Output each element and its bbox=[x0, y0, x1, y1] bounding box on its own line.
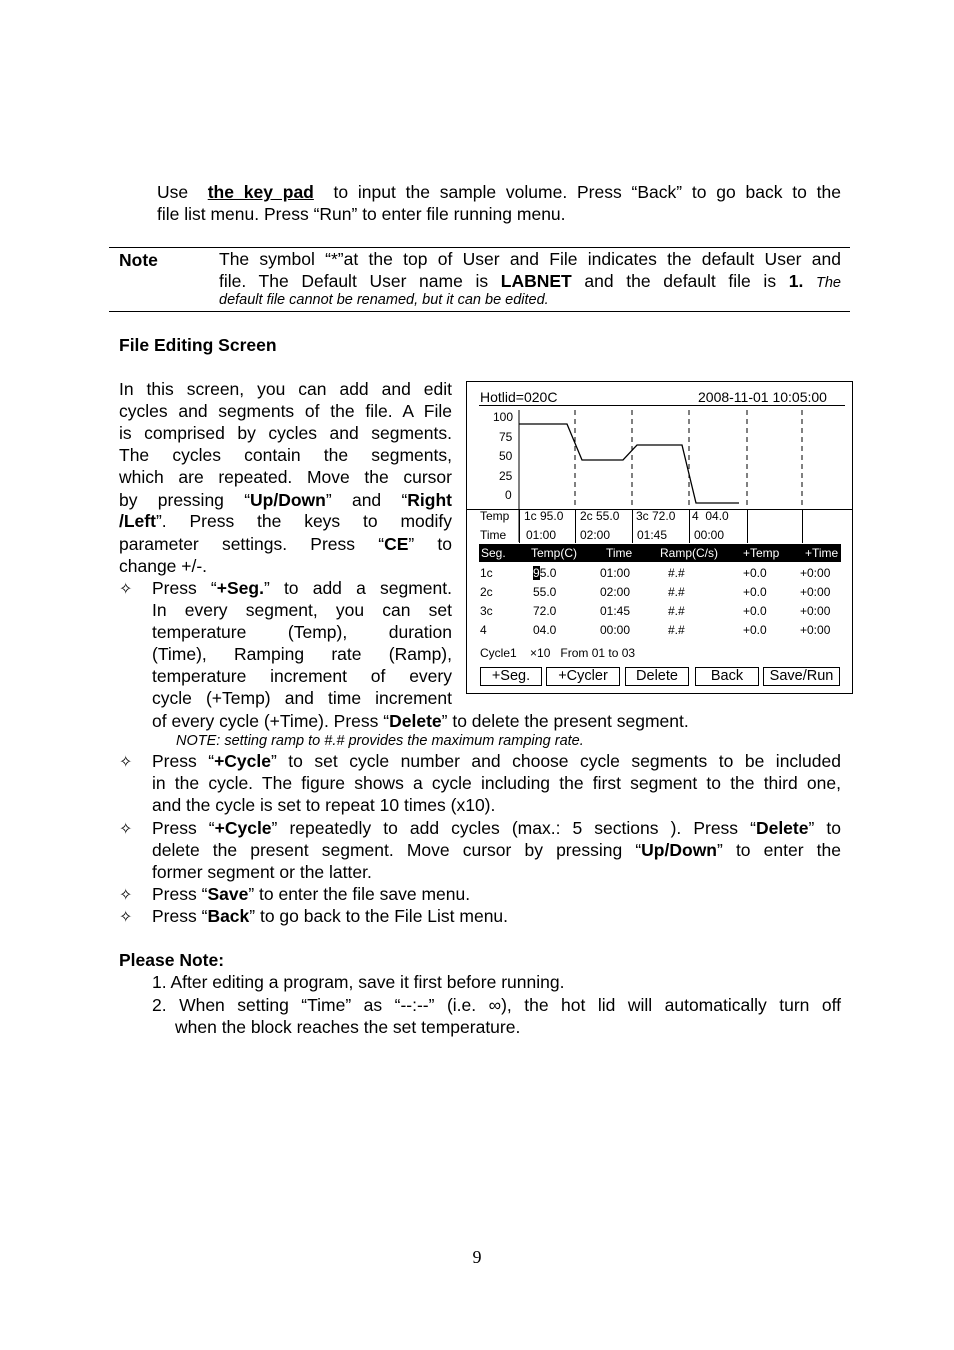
bullet-3-line-2: delete the present segment. Move cursor by pressing “Up/Down” to enter the bbox=[152, 840, 841, 860]
hotlid-readout: Hotlid=020C bbox=[480, 389, 558, 405]
row-2-temp[interactable]: 55.0 bbox=[533, 585, 557, 599]
y-tick-50: 50 bbox=[499, 449, 513, 463]
header-temp: Temp(C) bbox=[531, 546, 578, 560]
y-tick-25: 25 bbox=[499, 469, 513, 483]
summary-time-4: 00:00 bbox=[694, 528, 725, 542]
summary-temp-4: 4 04.0 bbox=[692, 509, 729, 523]
body-line-9: change +/-. bbox=[119, 556, 208, 576]
file-editing-screen-figure bbox=[466, 381, 853, 694]
bullet-4-line: Press “Save” to enter the file save menu. bbox=[152, 884, 471, 904]
back-button[interactable]: Back bbox=[695, 667, 759, 686]
summary-time-1: 01:00 bbox=[526, 528, 557, 542]
row-1-seg[interactable]: 1c bbox=[480, 566, 493, 580]
save-run-button[interactable]: Save/Run bbox=[763, 667, 840, 686]
row-4-plus-time[interactable]: +0:00 bbox=[800, 623, 831, 637]
key-pad-link[interactable]: the key pad bbox=[207, 182, 314, 202]
row-2-plus-time[interactable]: +0:00 bbox=[800, 585, 831, 599]
bullet-2-line-1: Press “+Cycle” to set cycle number and choose cycle segments to be included bbox=[152, 751, 841, 771]
bullet-3-line-1: Press “+Cycle” repeatedly to add cycles (max.: 5 sections ). Press “Delete” to bbox=[152, 818, 841, 838]
bullet-1-line-3: temperature (Temp), duration bbox=[152, 622, 452, 642]
y-tick-75: 75 bbox=[499, 430, 513, 444]
body-line-2: cycles and segments of the file. A File bbox=[119, 401, 452, 421]
note-line-1: The symbol “*”at the top of User and File indicates the default User and bbox=[219, 249, 841, 269]
bullet-5-icon: ✧ bbox=[119, 909, 133, 926]
header-time: Time bbox=[606, 546, 633, 560]
note-line-2: file. The Default User name is LABNET and the default file is 1. The bbox=[219, 271, 841, 291]
cycle-info: Cycle1 ×10 From 01 to 03 bbox=[480, 646, 636, 660]
please-note-item-1: 1. After editing a program, save it first before running. bbox=[152, 972, 565, 992]
please-note-title: Please Note: bbox=[119, 950, 225, 970]
summary-time-2: 02:00 bbox=[580, 528, 611, 542]
bullet-1-line-7: of every cycle (+Time). Press “Delete” to delete the present segment. bbox=[152, 711, 689, 731]
datetime-readout: 2008-11-01 10:05:00 bbox=[698, 389, 827, 405]
row-1-ramp[interactable]: #.# bbox=[668, 566, 685, 580]
summary-temp-1: 1c 95.0 bbox=[524, 509, 564, 523]
row-2-seg[interactable]: 2c bbox=[480, 585, 493, 599]
summary-time-3: 01:45 bbox=[637, 528, 668, 542]
note-bottom-rule bbox=[109, 311, 850, 312]
summary-divider-6 bbox=[802, 509, 803, 543]
bullet-2-line-3: and the cycle is set to repeat 10 times (x10). bbox=[152, 795, 496, 815]
summary-divider-1 bbox=[519, 509, 520, 543]
bullet-1-line-2: In every segment, you can set bbox=[152, 600, 452, 620]
row-3-plus-time[interactable]: +0:00 bbox=[800, 604, 831, 618]
bullet-1-line-6: cycle (+Temp) and time increment bbox=[152, 688, 452, 708]
body-line-5: which are repeated. Move the cursor bbox=[119, 467, 452, 487]
row-3-time[interactable]: 01:45 bbox=[600, 604, 631, 618]
y-tick-100: 100 bbox=[493, 410, 514, 424]
summary-temp-2: 2c 55.0 bbox=[580, 509, 620, 523]
body-line-6: by pressing “Up/Down” and “Right bbox=[119, 490, 452, 510]
bullet-1-line-4: (Time), Ramping rate (Ramp), bbox=[152, 644, 452, 664]
row-4-plus-temp[interactable]: +0.0 bbox=[743, 623, 767, 637]
row-4-seg[interactable]: 4 bbox=[480, 623, 487, 637]
time-row-label: Time bbox=[480, 528, 507, 542]
delete-button[interactable]: Delete bbox=[625, 667, 689, 686]
summary-temp-3: 3c 72.0 bbox=[636, 509, 676, 523]
body-line-3: is comprised by cycles and segments. bbox=[119, 423, 452, 443]
header-ramp: Ramp(C/s) bbox=[660, 546, 719, 560]
note-line-3: default file cannot be renamed, but it can be edited. bbox=[219, 292, 549, 308]
note-label: Note bbox=[119, 250, 158, 270]
bullet-1-note: NOTE: setting ramp to #.# provides the maximum ramping rate. bbox=[176, 733, 584, 749]
intro-line-2: file list menu. Press “Run” to enter file running menu. bbox=[157, 204, 566, 224]
segment-table-header bbox=[479, 544, 841, 562]
bullet-1-line-5: temperature increment of every bbox=[152, 666, 452, 686]
row-2-ramp[interactable]: #.# bbox=[668, 585, 685, 599]
row-3-ramp[interactable]: #.# bbox=[668, 604, 685, 618]
temperature-profile-line bbox=[519, 424, 739, 503]
body-line-8: parameter settings. Press “CE” to bbox=[119, 534, 452, 554]
bullet-4-icon: ✧ bbox=[119, 887, 133, 904]
bullet-2-icon: ✧ bbox=[119, 754, 133, 771]
summary-divider-2 bbox=[575, 509, 576, 543]
header-seg: Seg. bbox=[481, 546, 506, 560]
row-2-time[interactable]: 02:00 bbox=[600, 585, 631, 599]
y-tick-0: 0 bbox=[505, 488, 512, 502]
please-note-item-2-line-2: when the block reaches the set temperature. bbox=[175, 1017, 521, 1037]
row-4-ramp[interactable]: #.# bbox=[668, 623, 685, 637]
row-1-time[interactable]: 01:00 bbox=[600, 566, 631, 580]
row-4-temp[interactable]: 04.0 bbox=[533, 623, 557, 637]
add-cycle-button[interactable]: +Cycler bbox=[546, 667, 620, 686]
row-4-time[interactable]: 00:00 bbox=[600, 623, 631, 637]
row-3-seg[interactable]: 3c bbox=[480, 604, 493, 618]
body-line-1: In this screen, you can add and edit bbox=[119, 379, 452, 399]
bullet-5-line: Press “Back” to go back to the File List menu. bbox=[152, 906, 509, 926]
section-title: File Editing Screen bbox=[119, 335, 277, 355]
bullet-2-line-2: in the cycle. The figure shows a cycle including the first segment to the third one, bbox=[152, 773, 841, 793]
bullet-1-icon: ✧ bbox=[119, 581, 133, 598]
intro-line-1: Use the key pad to input the sample volume. Press “Back” to go back to the bbox=[157, 182, 841, 202]
body-line-4: The cycles contain the segments, bbox=[119, 445, 452, 465]
header-plus-time: +Time bbox=[805, 546, 839, 560]
summary-divider-4 bbox=[689, 509, 690, 543]
row-1-plus-temp[interactable]: +0.0 bbox=[743, 566, 767, 580]
bullet-3-icon: ✧ bbox=[119, 821, 133, 838]
body-line-7: /Left”. Press the keys to modify bbox=[119, 511, 452, 531]
header-plus-temp: +Temp bbox=[743, 546, 780, 560]
summary-divider-5 bbox=[747, 509, 748, 543]
row-3-temp[interactable]: 72.0 bbox=[533, 604, 557, 618]
row-1-plus-time[interactable]: +0:00 bbox=[800, 566, 831, 580]
row-3-plus-temp[interactable]: +0.0 bbox=[743, 604, 767, 618]
bullet-1-line-1: Press “+Seg.” to add a segment. bbox=[152, 578, 452, 598]
summary-divider-3 bbox=[632, 509, 633, 543]
row-1-temp[interactable]: 95.0 bbox=[533, 566, 557, 580]
cursor: 9 bbox=[533, 566, 540, 580]
row-2-plus-temp[interactable]: +0.0 bbox=[743, 585, 767, 599]
please-note-item-2-line-1: 2. When setting “Time” as “--:--” (i.e. ∞), the hot lid will automatically turn off bbox=[152, 995, 841, 1015]
add-segment-button[interactable]: +Seg. bbox=[480, 667, 542, 686]
bullet-3-line-3: former segment or the latter. bbox=[152, 862, 372, 882]
page-number: 9 bbox=[472, 1247, 482, 1267]
temp-row-label: Temp bbox=[480, 509, 510, 523]
